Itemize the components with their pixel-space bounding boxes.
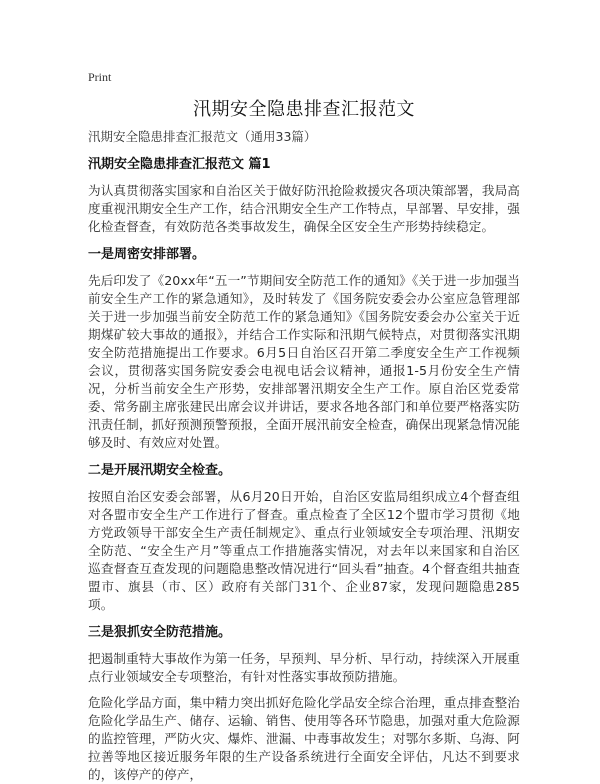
- intro-paragraph: 为认真贯彻落实国家和自治区关于做好防汛抢险救援灾各项决策部署，我局高度重视汛期安全生产工作，结合汛期安全生产工作特点，早部署、早安排，强化检查督查，有效防范各类事故发生，确保全区安全生产形势持续稳定。: [88, 183, 520, 234]
- section-2-paragraph-1: 按照自治区安委会部署，从6月20日开始，自治区安监局组织成立4个督查组对各盟市安全生产工作进行了督查。重点检查了全区12个盟市学习贯彻《地方党政领导干部安全生产责任制规定》、重点行业领域安全专项治理、汛期安全防范、“安全生产月”等重点工作措施落实情况，对去年以来国家和自治区巡查督查互查发现的问题隐患整改情况进行“回头看”抽查。4个督查组共抽查盟市、旗县（市、区）政府有关部门31个、企业87家，发现问题隐患285项。: [88, 489, 520, 612]
- document-page: [88, 68, 520, 784]
- print-label[interactable]: Print: [88, 70, 112, 84]
- document-title: 汛期安全隐患排查汇报范文: [193, 99, 415, 120]
- section-3-paragraph-2: 危险化学品方面，集中精力突出抓好危险化学品安全综合治理，重点排查整治危险化学品生产、储存、运输、销售、使用等各环节隐患，加强对重大危险源的监控管理，严防火灾、爆炸、泄漏、中毒事故发生；对鄂尔多斯、乌海、阿拉善等地区接近服务年限的生产设备系统进行全面安全评估，凡达不到要求的，该停产的停产，: [88, 695, 520, 782]
- section-3-paragraph-1: 把遏制重特大事故作为第一任务，早预判、早分析、早行动，持续深入开展重点行业领域安全专项整治，有针对性落实事故预防措施。: [88, 651, 520, 684]
- section-heading-2: 二是开展汛期安全检查。: [88, 463, 232, 478]
- document-subtitle: 汛期安全隐患排查汇报范文（通用33篇）: [88, 129, 317, 144]
- section-1-paragraph-1: 先后印发了《20xx年“五一”节期间安全防范工作的通知》《关于进一步加强当前安全生产工作的紧急通知》，及时转发了《国务院安委会办公室应急管理部关于进一步加强当前安全防范工作的紧急通知》《国务院安委会办公室关于近期煤矿较大事故的通报》，并结合工作实际和汛期气候特点，对贯彻落实汛期安全防范措施提出工作要求。6月5日自治区召开第二季度安全生产工作视频会议，贯彻落实国务院安委会电视电话会议精神，通报1-5月份安全生产情况，分析当前安全生产形势，安排部署汛期安全生产工作。原自治区党委常委、常务副主席张建民出席会议并讲话，要求各地各部门和单位要严格落实防汛责任制，抓好预测预警预报，全面开展汛前安全检查，确保出现紧急情况能够及时、有效应对处置。: [88, 273, 520, 450]
- article-heading: 汛期安全隐患排查汇报范文 篇1: [88, 157, 271, 172]
- section-heading-3: 三是狠抓安全防范措施。: [88, 625, 232, 640]
- section-heading-1: 一是周密安排部署。: [88, 247, 206, 262]
